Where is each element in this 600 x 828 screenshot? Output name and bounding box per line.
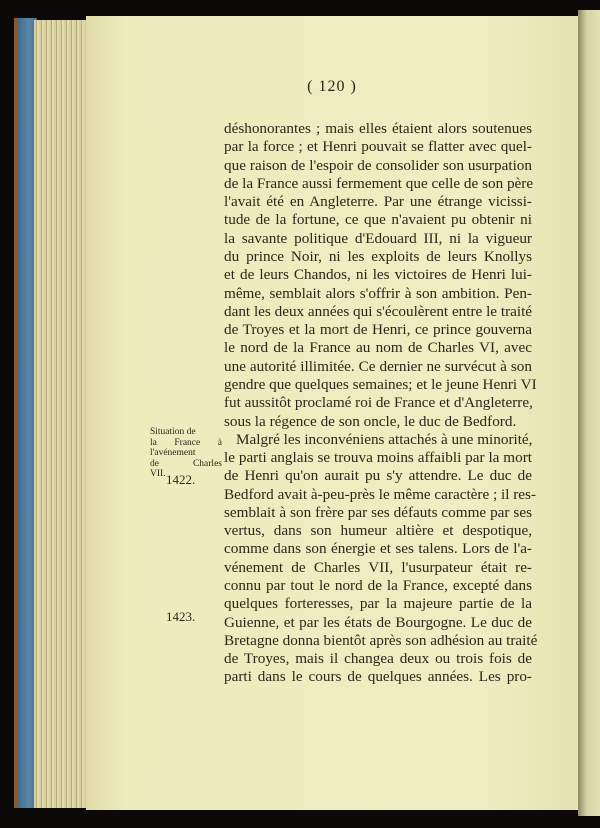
text-line: fut aussitôt proclamé roi de France et d'Angleterre, [224, 394, 533, 412]
text-line: quelques forteresses, par la majeure partie de la [224, 595, 532, 613]
text-line: déshonorantes ; mais elles étaient alors soutenues [224, 120, 532, 137]
next-page-edge [578, 10, 600, 816]
margin-note-line: Situation de [150, 427, 196, 437]
text-line: le parti anglais se trouva moins affaibli par la mort [224, 449, 532, 467]
text-line: dant les deux années qui s'écoulèrent entre le traité [224, 302, 533, 320]
text-line: vertus, dans son humeur altière et despotique, [224, 522, 532, 540]
text-line: même, semblait alors s'offrir à son ambition. Pen- [224, 284, 532, 302]
text-line: que raison de l'espoir de consolider son usurpation [224, 156, 532, 174]
text-line: le nord de la France au nom de Charles VI, avec [224, 339, 532, 357]
text-line: sous la régence de son oncle, le duc de Bedford. [224, 412, 517, 430]
text-line: de Henri qu'on aurait pu s'y attendre. Le duc de [224, 467, 532, 485]
page-edges [34, 20, 86, 808]
text-line: de Troyes et la mort de Henri, ce prince gouverna [224, 321, 532, 339]
margin-note-line: la France à [150, 437, 222, 448]
text-line: Malgré les inconvéniens attachés à une minorité, [236, 430, 533, 448]
margin-year-1423: 1423. [166, 609, 196, 624]
text-line: de la France aussi fermement que celle de son père [224, 174, 534, 192]
margin-year-1422: 1422. [166, 472, 196, 487]
margin-note-line: de Charles [150, 458, 222, 469]
text-line: tude de la fortune, ce que n'avaient pu obtenir ni [224, 211, 532, 229]
text-line: Bretagne donna bientôt après son adhésion au traité [224, 631, 538, 649]
body-text [224, 120, 538, 687]
text-line: de Troyes, mais il changea deux ou trois fois de [224, 650, 532, 668]
page-number: ( 120 ) [307, 78, 357, 95]
text-line: vénement de Charles VII, l'usurpateur était re- [224, 558, 532, 576]
text-line: connu par tout le nord de la France, excepté dans [224, 577, 532, 595]
text-line: comme dans son énergie et ses talens. Lors de l'a- [224, 540, 532, 558]
text-line: par la force ; et Henri pouvait se flatter avec quel- [224, 138, 532, 156]
book-page [86, 16, 578, 810]
text-line: parti dans le cours de quelques années. Les pro- [224, 668, 532, 686]
text-line: la savante politique d'Edouard III, ni la vigueur [224, 229, 532, 247]
margin-note-line: VII. [150, 469, 166, 479]
text-line: gendre que quelques semaines; et le jeune Henri VI [224, 375, 537, 393]
text-line: semblait à son frère par ses défauts comme par ses [224, 503, 532, 521]
text-line: et de leurs Chandos, ni les victoires de Henri lui- [224, 266, 532, 284]
text-line: Bedford avait à-peu-près le même caractère ; il res- [224, 485, 537, 503]
text-line: une autorité illimitée. Ce dernier ne survécut à son [224, 357, 532, 375]
text-line: Guienne, et par les états de Bourgogne. Le duc de [224, 613, 532, 631]
margin-note-line: l'avénement [150, 448, 196, 458]
text-line: du prince Noir, ni les exploits de leurs Knollys [224, 247, 532, 265]
text-line: l'avait été en Angleterre. Par une étrange vicissi- [224, 193, 532, 211]
